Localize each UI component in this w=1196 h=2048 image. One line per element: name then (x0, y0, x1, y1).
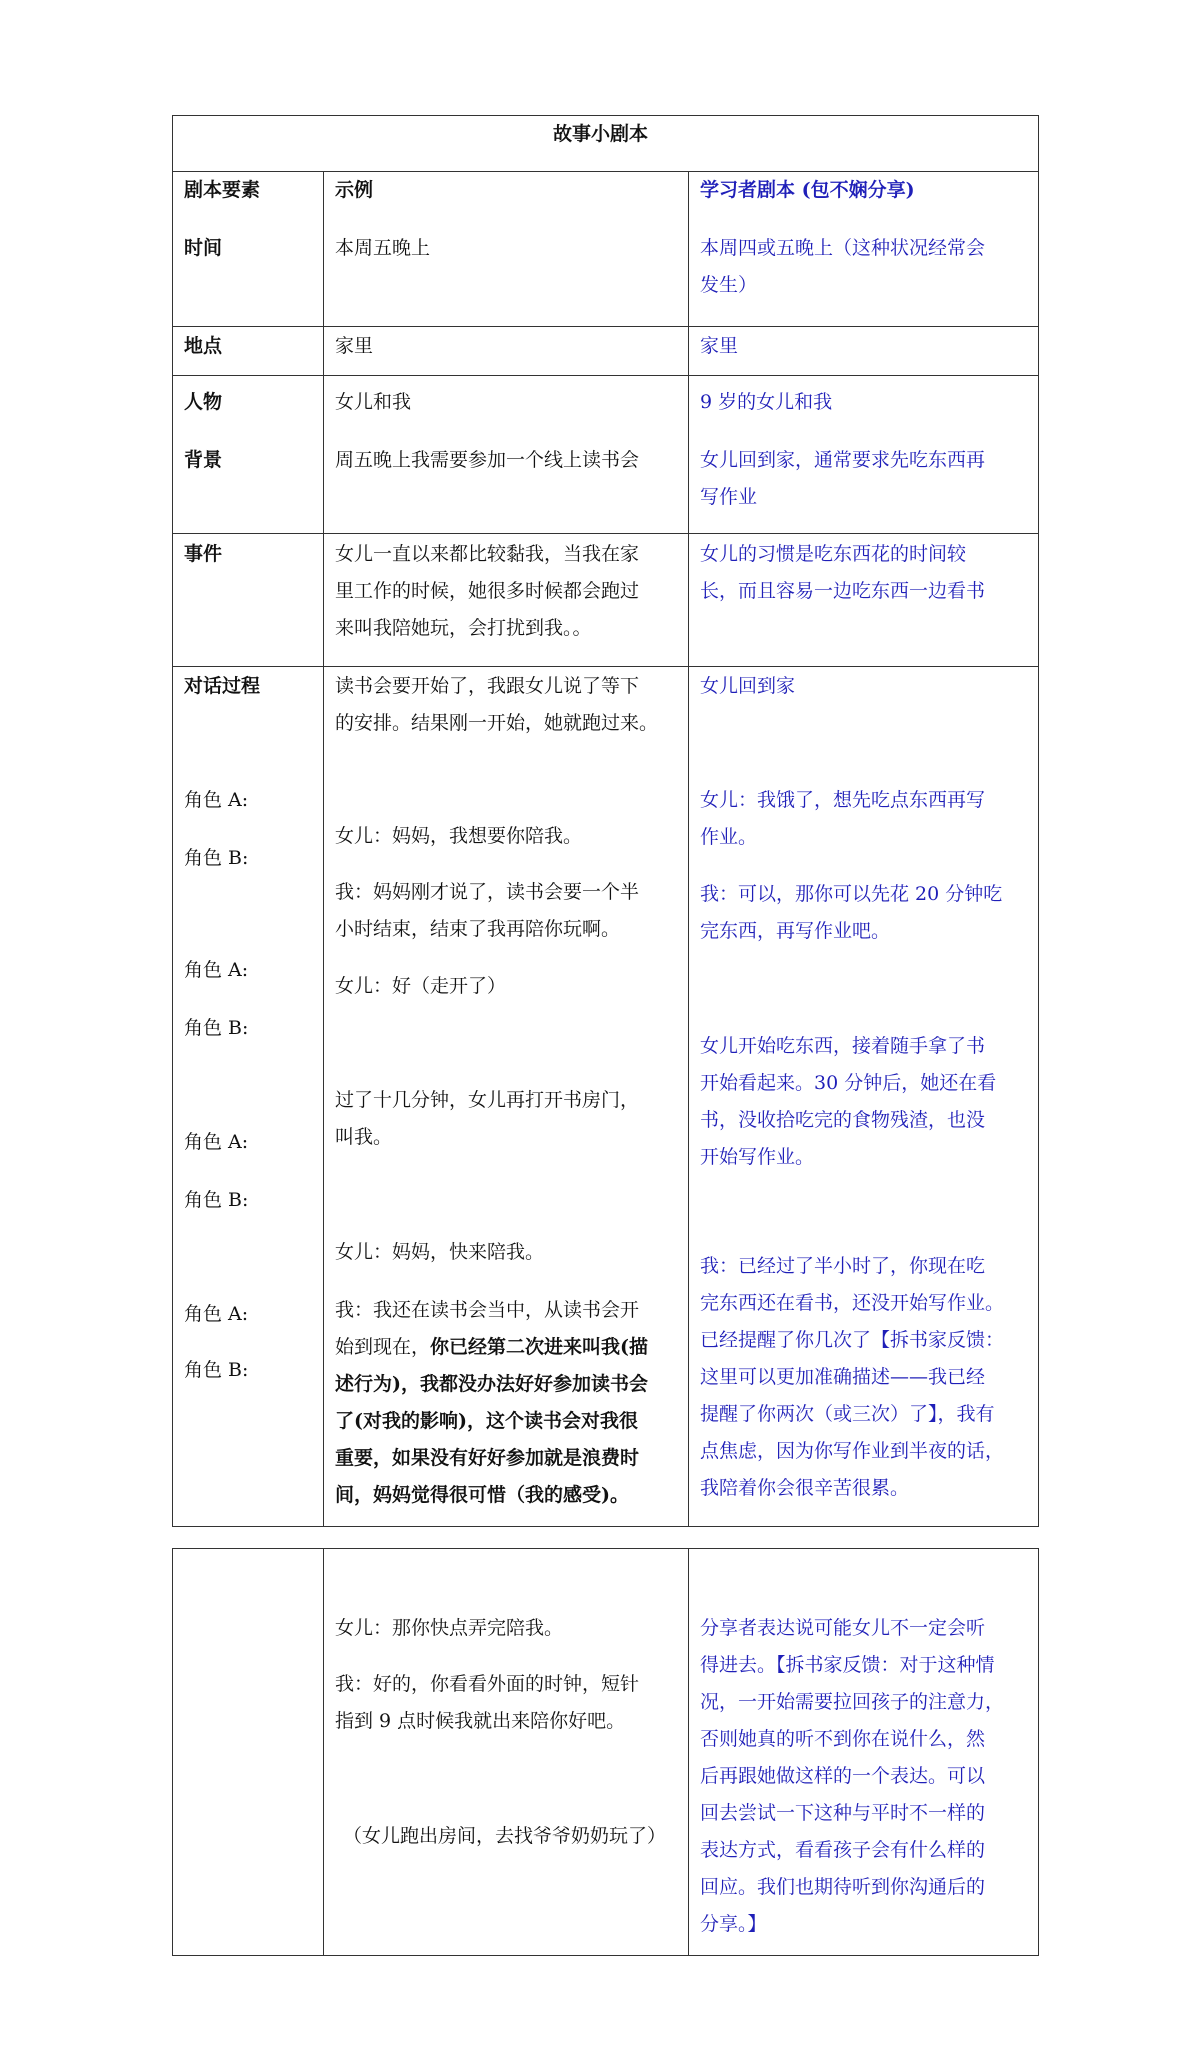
column-divider (323, 1548, 324, 1956)
label-event: 事件 (184, 543, 223, 565)
table-title: 故事小剧本 (553, 123, 649, 145)
example-dialogue-line: 女儿：那你快点弄完陪我。 (335, 1617, 564, 1639)
column-divider (688, 1548, 689, 1956)
role-a-label: 角色 A: (184, 789, 249, 811)
role-b-label: 角色 B: (184, 1189, 249, 1211)
learner-event: 女儿的习惯是吃东西花的时间较 长，而且容易一边吃东西一边看书 (700, 543, 986, 602)
column-divider (688, 171, 689, 1527)
label-dialogue: 对话过程 (184, 675, 261, 697)
example-event: 女儿一直以来都比较黏我，当我在家 里工作的时候，她很多时候都会跑过 来叫我陪她玩，会打扰到我。。 (335, 543, 640, 639)
example-stage-direction: （女儿跑出房间，去找爷爷奶奶玩了） (343, 1825, 667, 1847)
label-time: 时间 (184, 237, 223, 259)
role-b-label: 角色 B: (184, 1017, 249, 1039)
example-dialogue-intro: 读书会要开始了，我跟女儿说了等下 的安排。结果刚一开始，她就跑过来。 (335, 675, 659, 734)
learner-dialogue-feedback: 我：已经过了半小时了，你现在吃 完东西还在看书，还没开始写作业。 已经提醒了你几次了【拆书家反馈： 这里可以更加准确描述——我已经 提醒了你两次（或三次）了】，我有 点焦虑，因为你写作业到半夜的话， 我陪着你会很辛苦很累。 (700, 1255, 1005, 1499)
example-time: 本周五晚上 (335, 237, 431, 259)
learner-background: 女儿回到家，通常要求先吃东西再 写作业 (700, 449, 986, 508)
learner-dialogue-line: 我：可以，那你可以先花 20 分钟吃 完东西，再写作业吧。 (700, 883, 1003, 942)
role-a-label: 角色 A: (184, 959, 249, 981)
column-divider (323, 171, 324, 1527)
learner-dialogue-line: 女儿：我饿了，想先吃点东西再写 作业。 (700, 789, 986, 848)
label-people: 人物 (184, 391, 223, 413)
row-divider (172, 666, 1039, 667)
example-dialogue-line: 过了十几分钟，女儿再打开书房门， 叫我。 (335, 1089, 640, 1148)
example-dialogue-line: 女儿：妈妈，快来陪我。 (335, 1241, 545, 1263)
label-place: 地点 (184, 335, 223, 357)
row-divider (172, 533, 1039, 534)
example-dialogue-line: 女儿：妈妈，我想要你陪我。 (335, 825, 583, 847)
role-b-label: 角色 B: (184, 1359, 249, 1381)
learner-people: 9 岁的女儿和我 (700, 391, 833, 413)
example-place: 家里 (335, 335, 374, 357)
learner-dialogue-line: 女儿回到家 (700, 675, 796, 697)
example-dialogue-line: 我：妈妈刚才说了，读书会要一个半 小时结束，结束了我再陪你玩啊。 (335, 881, 640, 940)
role-a-label: 角色 A: (184, 1303, 249, 1325)
example-dialogue-line: 我：好的，你看看外面的时钟，短针 指到 9 点时候我就出来陪你好吧。 (335, 1673, 640, 1732)
role-a-label: 角色 A: (184, 1131, 249, 1153)
example-background: 周五晚上我需要参加一个线上读书会 (335, 449, 640, 471)
label-background: 背景 (184, 449, 223, 471)
example-people: 女儿和我 (335, 391, 412, 413)
learner-place: 家里 (700, 335, 739, 357)
row-divider (172, 326, 1039, 327)
learner-feedback: 分享者表达说可能女儿不一定会听 得进去。【拆书家反馈：对于这种情 况，一开始需要拉回孩子的注意力， 否则她真的听不到你在说什么，然 后再跟她做这样的一个表达。可以 回去尝试一下这种与平时不一样的 表达方式，看看孩子会有什么样的 回应。我们也期待听到你沟通后的 分享。】 (700, 1617, 1005, 1935)
learner-time: 本周四或五晚上（这种状况经常会 发生） (700, 237, 986, 296)
header-learner-script: 学习者剧本 (包不娴分享) (700, 179, 915, 201)
header-example: 示例 (335, 179, 374, 201)
row-divider (172, 375, 1039, 376)
header-elements: 剧本要素 (184, 179, 261, 201)
role-b-label: 角色 B: (184, 847, 249, 869)
learner-dialogue-line: 女儿开始吃东西，接着随手拿了书 开始看起来。30 分钟后，她还在看 书，没收拾吃完的食物残渣，也没 开始写作业。 (700, 1035, 997, 1168)
example-dialogue-feedback: 我：我还在读书会当中，从读书会开 始到现在，你已经第二次进来叫我(描 述行为)，我都没办法好好参加读书会 了(对我的影响)，这个读书会对我很 重要，如果没有好好参加就是浪费时 间，妈妈觉得很可惜（我的感受)。 (335, 1299, 649, 1506)
example-dialogue-line: 女儿：好（走开了） (335, 975, 507, 997)
